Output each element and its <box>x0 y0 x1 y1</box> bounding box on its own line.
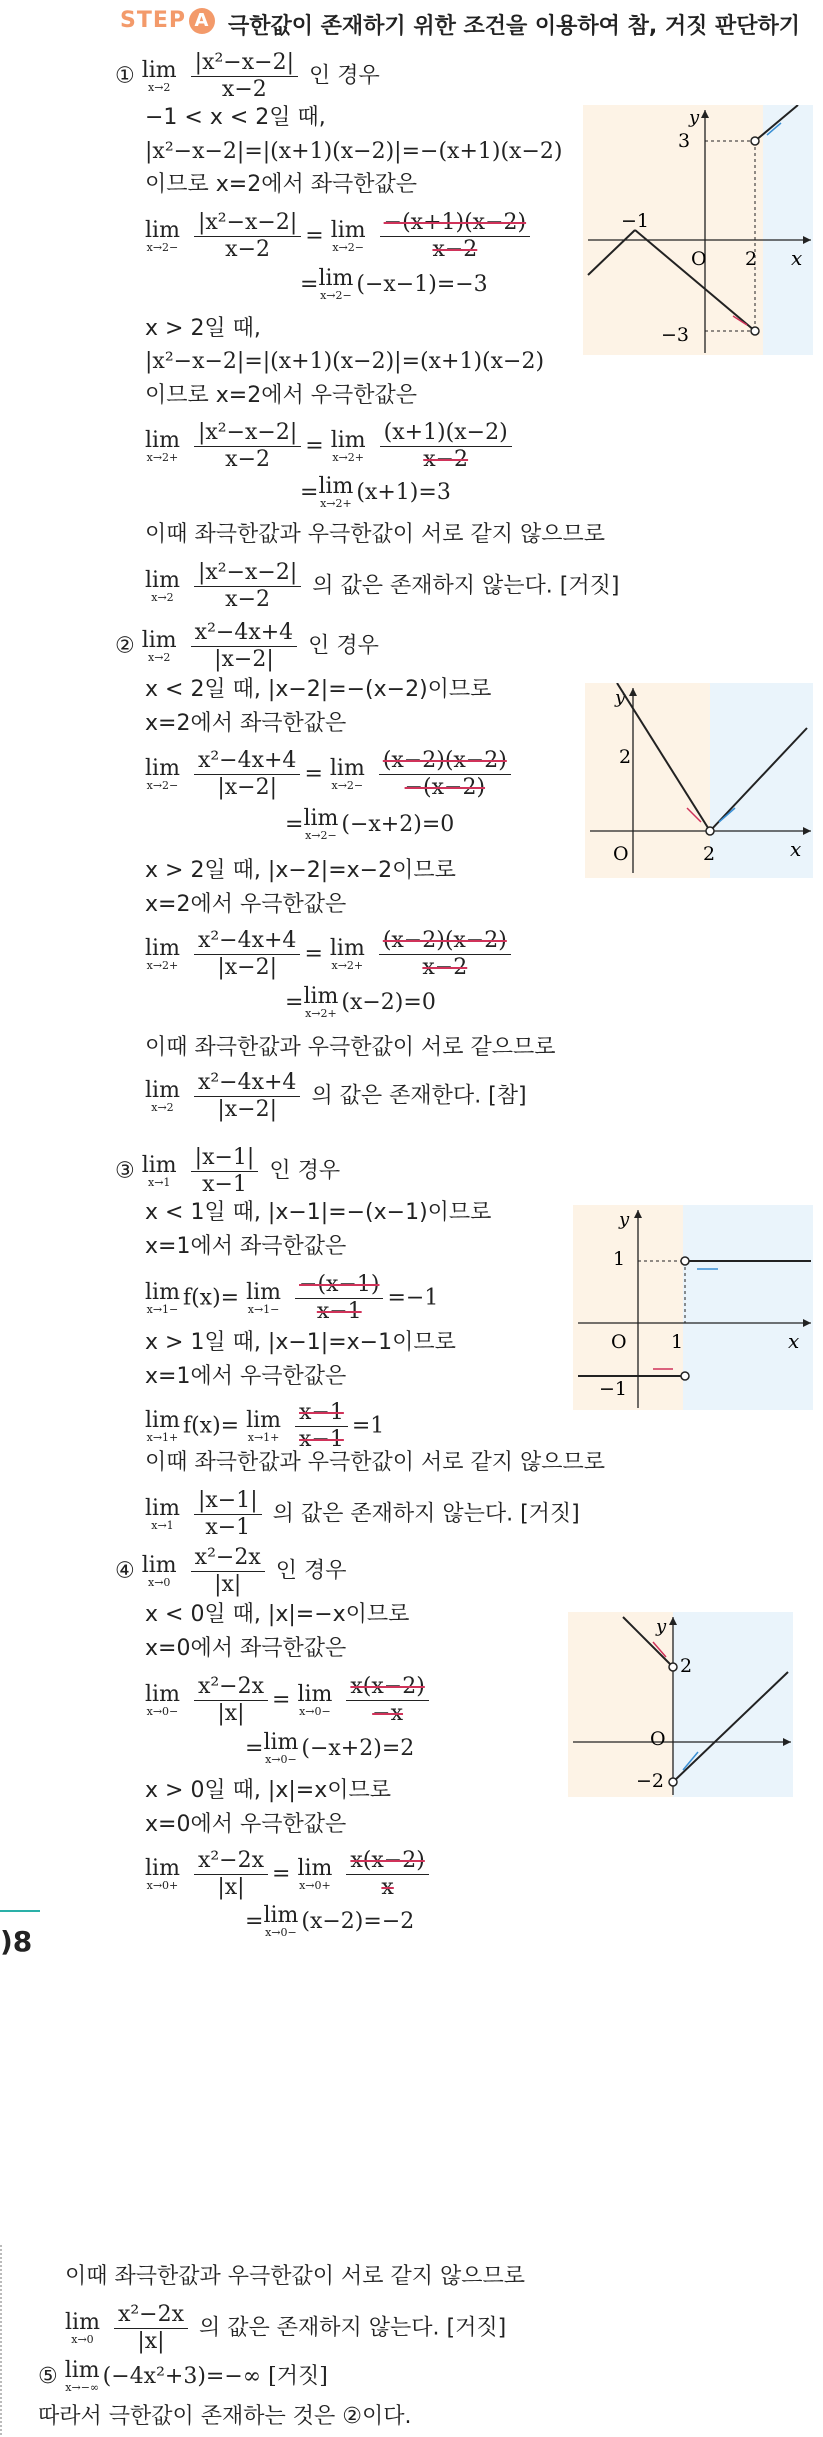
case3-left-intro: x=1에서 좌극한값은 <box>145 1234 347 1259</box>
case3-heading: ③ lim x→1 $\frac{|x-1|}{x-1}$ 인 경우 <box>115 1145 341 1197</box>
case4-graph-tick-m2: −2 <box>636 1770 665 1792</box>
case3-right-intro: x=1에서 우극한값은 <box>145 1364 347 1389</box>
case1-graph-tick-3: 3 <box>678 130 691 152</box>
case1-graph-x-label: x <box>791 246 803 270</box>
case4-condition-left: x < 0일 때, |x|=−x이므로 <box>145 1602 410 1627</box>
step-label: STEP A <box>120 8 215 34</box>
case2-graph-y-label: y <box>615 687 626 708</box>
case3-graph-y-label: y <box>619 1209 630 1230</box>
case3-graph <box>573 1205 813 1410</box>
case4-left-result: = lim x→0− (−x+2)=2 <box>245 1730 415 1766</box>
case1-condition-right: x > 2일 때, <box>145 316 261 341</box>
case3-conclusion: lim x→1 $\frac{|x-1|}{x-1}$ 의 값은 존재하지 않는다. [거짓] <box>145 1488 580 1540</box>
case4-graph-y-label: y <box>656 1616 667 1637</box>
case2-graph <box>585 683 813 878</box>
case2-heading: ② lim x→2 $\frac{\text{x²−4x+4}}{|x-2|}$ 인 경우 <box>115 620 379 672</box>
case2-condition-right: x > 2일 때, |x−2|=x−2이므로 <box>145 858 456 883</box>
case3-graph-tick-1x: 1 <box>671 1331 684 1353</box>
case2-conclusion-intro: 이때 좌극한값과 우극한값이 서로 같으므로 <box>145 1035 556 1060</box>
case1-graph-tick-m3: −3 <box>661 324 690 346</box>
case3-graph-tick-1y: 1 <box>613 1248 626 1270</box>
case1-left-result: = lim x→2− (−x−1)=−3 <box>300 266 488 302</box>
case1-condition-left: −1 < x < 2일 때, <box>145 105 326 130</box>
case2-graph-x-label: x <box>790 837 802 861</box>
case1-left-limit: lim x→2− $\frac{\text{|x²−x−2|}}{x-2}$ = lim x→2− $\frac{-(x+1)(x-2)}{x-2}$ <box>145 210 534 263</box>
case4-graph-tick-2: 2 <box>680 1655 693 1677</box>
case4-conclusion: lim x→0 $\frac{\text{x²−2x}}{|x|}$ 의 값은 존재하지 않는다. [거짓] <box>65 2302 507 2354</box>
margin-dotted-line <box>0 2245 4 2435</box>
case2-left-result: = lim x→2− (−x+2)=0 <box>285 806 455 842</box>
case2-left-limit: lim x→2− $\frac{\text{x²−4x+4}}{|x-2|}$ = lim x→2− $\frac{(x-2)(x-2)}{-(x-2)}$ <box>145 748 515 801</box>
case4-graph <box>568 1612 793 1797</box>
case3-right-limit: lim x→1+ f(x)= lim x→1+ $\frac{x-1}{x-1}$ =1 <box>145 1400 385 1452</box>
case1-conclusion: lim x→2 $\frac{\text{|x²−x−2|}}{x-2}$ 의 값은 존재하지 않는다. [거짓] <box>145 560 620 612</box>
case1-graph-y-label: y <box>689 107 700 128</box>
case1-graph <box>583 105 813 355</box>
case2-right-intro: x=2에서 우극한값은 <box>145 892 347 917</box>
case1-graph-origin: O <box>691 248 707 270</box>
case2-conclusion: lim x→2 $\frac{\text{x²−4x+4}}{|x-2|}$ 의 값은 존재한다. [참] <box>145 1070 527 1122</box>
case1-graph-tick-m1: −1 <box>621 210 650 232</box>
case4-left-limit: lim x→0− $\frac{\text{x²−2x}}{|x|}$ = lim x→0− $\frac{x(x-2)}{-x}$ <box>145 1674 433 1727</box>
case1-right-intro: 이므로 x=2에서 우극한값은 <box>145 383 417 408</box>
case4-heading: ④ lim x→0 $\frac{\text{x²−2x}}{|x|}$ 인 경우 <box>115 1545 347 1597</box>
margin-accent-bar <box>0 1910 40 1912</box>
case3-conclusion-intro: 이때 좌극한값과 우극한값이 서로 같지 않으므로 <box>145 1450 606 1475</box>
case1-right-limit: lim x→2+ $\frac{\text{|x²−x−2|}}{x-2}$ = lim x→2+ $\frac{(x+1)(x-2)}{x-2}$ <box>145 420 516 473</box>
case4-right-intro: x=0에서 우극한값은 <box>145 1812 347 1837</box>
case2-condition-left: x < 2일 때, |x−2|=−(x−2)이므로 <box>145 677 492 702</box>
case1-graph-tick-2: 2 <box>745 248 758 270</box>
case1-left-intro: 이므로 x=2에서 좌극한값은 <box>145 172 417 197</box>
case4-condition-right: x > 0일 때, |x|=x이므로 <box>145 1778 391 1803</box>
case3-left-limit: lim x→1− f(x)= lim x→1− $\frac{-(x-1)}{x-1}$ =−1 <box>145 1272 439 1324</box>
case5-line: ⑤ lim x→−∞ (−4x²+3)=−∞ [거짓] <box>38 2358 328 2394</box>
case3-graph-origin: O <box>611 1331 627 1353</box>
case2-right-result: = lim x→2+ (x−2)=0 <box>285 984 436 1020</box>
case3-graph-tick-m1: −1 <box>599 1378 628 1400</box>
case2-graph-tick-2y: 2 <box>619 746 632 768</box>
case2-right-limit: lim x→2+ $\frac{\text{x²−4x+4}}{|x-2|}$ = lim x→2+ $\frac{(x-2)(x-2)}{x-2}$ <box>145 928 515 981</box>
case3-graph-x-label: x <box>788 1329 800 1353</box>
case4-right-result: = lim x→0− (x−2)=−2 <box>245 1903 415 1939</box>
case1-conclusion-intro: 이때 좌극한값과 우극한값이 서로 같지 않으므로 <box>145 522 606 547</box>
section-title: 극한값이 존재하기 위한 조건을 이용하여 참, 거짓 판단하기 <box>228 14 801 39</box>
final-answer: 따라서 극한값이 존재하는 것은 ②이다. <box>38 2404 412 2429</box>
case3-condition-right: x > 1일 때, |x−1|=x−1이므로 <box>145 1330 456 1355</box>
case1-abs-left: |x²−x−2|=|(x+1)(x−2)|=−(x+1)(x−2) <box>145 139 563 164</box>
case1-abs-right: |x²−x−2|=|(x+1)(x−2)|=(x+1)(x−2) <box>145 349 545 374</box>
page-number: )8 <box>0 1925 33 1958</box>
case4-left-intro: x=0에서 좌극한값은 <box>145 1636 347 1661</box>
case4-right-limit: lim x→0+ $\frac{\text{x²−2x}}{|x|}$ = lim x→0+ $\frac{x(x-2)}{x}$ <box>145 1848 433 1901</box>
case3-condition-left: x < 1일 때, |x−1|=−(x−1)이므로 <box>145 1200 492 1225</box>
step-letter-badge: A <box>189 8 215 34</box>
case4-graph-origin: O <box>650 1728 666 1750</box>
case2-graph-origin: O <box>613 843 629 865</box>
case2-left-intro: x=2에서 좌극한값은 <box>145 711 347 736</box>
case1-right-result: = lim x→2+ (x+1)=3 <box>300 474 451 510</box>
case1-heading: ① lim x→2 $\frac{\text{|x²−x−2|}}{x-2}$ 인 경우 <box>115 50 380 102</box>
case2-graph-tick-2x: 2 <box>703 843 716 865</box>
case4-conclusion-intro: 이때 좌극한값과 우극한값이 서로 같지 않으므로 <box>65 2264 526 2289</box>
